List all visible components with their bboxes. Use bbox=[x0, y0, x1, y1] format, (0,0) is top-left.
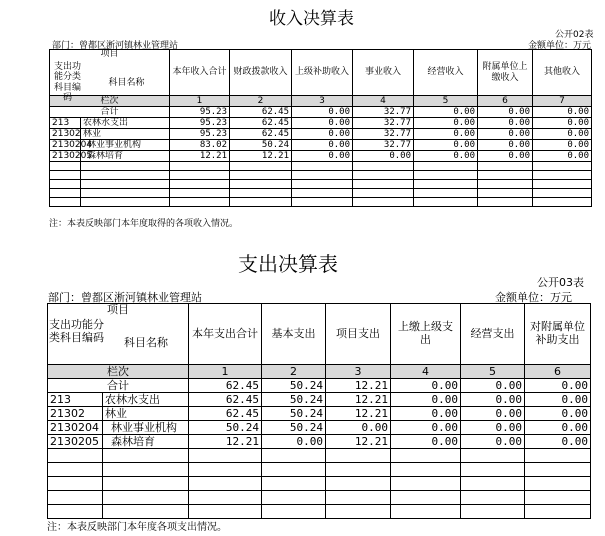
income-name-cell: 森林培育 bbox=[81, 151, 170, 162]
income-lanci-number: 2 bbox=[230, 96, 292, 107]
income-name-cell: 林业事业机构 bbox=[81, 140, 170, 151]
expense-cell: 0.00 bbox=[525, 435, 591, 449]
expense-table bbox=[47, 303, 591, 519]
income-table-row bbox=[50, 140, 592, 151]
expense-name-cell: 林业 bbox=[103, 407, 189, 421]
expense-cell: 62.45 bbox=[189, 393, 262, 407]
expense-cell: 0.00 bbox=[525, 421, 591, 435]
income-cell: 0.00 bbox=[478, 140, 533, 151]
expense-empty-row bbox=[48, 477, 591, 491]
expense-lanci-label: 栏次 bbox=[48, 365, 189, 379]
expense-code-cell: 2130205 bbox=[48, 435, 103, 449]
income-total-label: 合计 bbox=[50, 107, 170, 118]
expense-empty-row bbox=[48, 463, 591, 477]
income-lanci-number: 4 bbox=[353, 96, 414, 107]
income-name-cell: 林业 bbox=[81, 129, 170, 140]
expense-name-header: 科目名称 bbox=[124, 336, 168, 349]
expense-total-row bbox=[48, 379, 591, 393]
income-cell: 0.00 bbox=[478, 151, 533, 162]
expense-lanci-number: 1 bbox=[189, 365, 262, 379]
income-cell: 0.00 bbox=[414, 107, 478, 118]
income-cell: 0.00 bbox=[353, 151, 414, 162]
income-code-cell: 213 bbox=[50, 118, 81, 129]
income-cell: 95.23 bbox=[170, 129, 230, 140]
income-cell: 0.00 bbox=[292, 107, 353, 118]
income-empty-row bbox=[50, 180, 592, 189]
income-cell: 0.00 bbox=[533, 129, 592, 140]
expense-empty-row bbox=[48, 505, 591, 519]
income-amount-unit: 金额单位：万元 bbox=[528, 41, 592, 51]
expense-cell: 0.00 bbox=[461, 421, 525, 435]
income-col-header: 上级补助收入 bbox=[292, 50, 353, 96]
income-cell: 0.00 bbox=[292, 129, 353, 140]
expense-cell: 50.24 bbox=[262, 407, 326, 421]
expense-table-row bbox=[48, 407, 591, 421]
expense-empty-row bbox=[48, 449, 591, 463]
income-cell: 32.77 bbox=[353, 129, 414, 140]
income-cell: 0.00 bbox=[292, 151, 353, 162]
expense-cell: 0.00 bbox=[461, 435, 525, 449]
income-lanci-number: 7 bbox=[533, 96, 592, 107]
income-cell: 32.77 bbox=[353, 118, 414, 129]
income-cell: 12.21 bbox=[170, 151, 230, 162]
income-cell: 0.00 bbox=[478, 129, 533, 140]
income-cell: 95.23 bbox=[170, 118, 230, 129]
expense-lanci-number: 2 bbox=[262, 365, 326, 379]
expense-cell: 0.00 bbox=[525, 379, 591, 393]
income-table-code: 公开02表 bbox=[555, 30, 594, 40]
income-cell: 0.00 bbox=[292, 140, 353, 151]
expense-name-cell: 森林培育 bbox=[103, 435, 189, 449]
income-cell: 0.00 bbox=[414, 140, 478, 151]
income-col-header: 附属单位上缴收入 bbox=[478, 50, 533, 96]
expense-cell: 50.24 bbox=[262, 379, 326, 393]
income-cell: 62.45 bbox=[230, 118, 292, 129]
expense-cell: 12.21 bbox=[326, 393, 391, 407]
expense-col-header: 对附属单位补助支出 bbox=[525, 304, 591, 365]
expense-cell: 12.21 bbox=[326, 435, 391, 449]
income-code-cell: 21302 bbox=[50, 129, 81, 140]
expense-name-cell: 农林水支出 bbox=[103, 393, 189, 407]
expense-code-cell: 2130204 bbox=[48, 421, 103, 435]
expense-cell: 62.45 bbox=[189, 379, 262, 393]
expense-lanci-number: 3 bbox=[326, 365, 391, 379]
expense-name-cell: 林业事业机构 bbox=[103, 421, 189, 435]
income-department: 部门：曾都区淅河镇林业管理站 bbox=[52, 41, 179, 51]
income-table-row bbox=[50, 151, 592, 162]
income-table-row bbox=[50, 118, 592, 129]
expense-cell: 0.00 bbox=[391, 407, 461, 421]
expense-lanci-number: 6 bbox=[525, 365, 591, 379]
income-col-header: 经营收入 bbox=[414, 50, 478, 96]
income-cell: 0.00 bbox=[414, 129, 478, 140]
income-cell: 0.00 bbox=[533, 118, 592, 129]
income-cell: 0.00 bbox=[533, 140, 592, 151]
expense-table-row bbox=[48, 421, 591, 435]
income-item-label: 项目 bbox=[100, 49, 119, 59]
income-cell: 32.77 bbox=[353, 140, 414, 151]
expense-cell: 12.21 bbox=[189, 435, 262, 449]
expense-table-row bbox=[48, 435, 591, 449]
expense-total-label: 合计 bbox=[48, 379, 189, 393]
income-table bbox=[49, 49, 592, 207]
income-lanci-number: 5 bbox=[414, 96, 478, 107]
expense-cell: 62.45 bbox=[189, 407, 262, 421]
income-cell: 32.77 bbox=[353, 107, 414, 118]
expense-code-header: 支出功能分类科目编码 bbox=[49, 318, 104, 344]
expense-title: 支出决算表 bbox=[238, 252, 338, 276]
expense-cell: 0.00 bbox=[262, 435, 326, 449]
income-cell: 0.00 bbox=[478, 118, 533, 129]
income-cell: 83.02 bbox=[170, 140, 230, 151]
income-lanci-label: 栏次 bbox=[50, 96, 170, 107]
income-note: 注：本表反映部门本年度取得的各项收入情况。 bbox=[49, 219, 239, 229]
expense-table-row bbox=[48, 393, 591, 407]
expense-cell: 50.24 bbox=[262, 421, 326, 435]
expense-col-header: 上缴上级支出 bbox=[391, 304, 461, 365]
income-header-row bbox=[50, 50, 592, 96]
expense-code-cell: 213 bbox=[48, 393, 103, 407]
income-cell: 0.00 bbox=[414, 151, 478, 162]
income-empty-row bbox=[50, 198, 592, 207]
expense-cell: 0.00 bbox=[525, 407, 591, 421]
income-cell: 12.21 bbox=[230, 151, 292, 162]
expense-cell: 0.00 bbox=[461, 379, 525, 393]
income-cell: 0.00 bbox=[292, 118, 353, 129]
expense-cell: 0.00 bbox=[461, 393, 525, 407]
expense-cell: 0.00 bbox=[391, 421, 461, 435]
income-total-row bbox=[50, 107, 592, 118]
income-empty-row bbox=[50, 171, 592, 180]
expense-col-header: 经营支出 bbox=[461, 304, 525, 365]
income-code-cell: 2130204 bbox=[50, 140, 81, 151]
expense-department: 部门：曾都区淅河镇林业管理站 bbox=[48, 291, 202, 304]
income-col-header: 事业收入 bbox=[353, 50, 414, 96]
income-name-cell: 农林水支出 bbox=[81, 118, 170, 129]
income-code-header: 支出功能分类科目编码 bbox=[53, 62, 81, 104]
expense-cell: 0.00 bbox=[461, 407, 525, 421]
expense-cell: 0.00 bbox=[391, 393, 461, 407]
income-empty-row bbox=[50, 162, 592, 171]
income-cell: 0.00 bbox=[414, 118, 478, 129]
expense-col-header: 基本支出 bbox=[262, 304, 326, 365]
income-cell: 62.45 bbox=[230, 129, 292, 140]
expense-cell: 0.00 bbox=[391, 379, 461, 393]
expense-note: 注：本表反映部门本年度各项支出情况。 bbox=[47, 522, 227, 533]
expense-lanci-row bbox=[48, 365, 591, 379]
income-cell: 0.00 bbox=[478, 107, 533, 118]
expense-lanci-number: 4 bbox=[391, 365, 461, 379]
expense-col-header: 项目支出 bbox=[326, 304, 391, 365]
income-cell: 50.24 bbox=[230, 140, 292, 151]
income-empty-row bbox=[50, 189, 592, 198]
income-title: 收入决算表 bbox=[269, 9, 354, 29]
expense-item-label: 项目 bbox=[107, 303, 129, 316]
expense-cell: 12.21 bbox=[326, 407, 391, 421]
expense-code-cell: 21302 bbox=[48, 407, 103, 421]
income-cell: 0.00 bbox=[533, 107, 592, 118]
income-col-header: 本年收入合计 bbox=[170, 50, 230, 96]
income-lanci-number: 3 bbox=[292, 96, 353, 107]
expense-amount-unit: 金额单位：万元 bbox=[495, 291, 572, 304]
expense-cell: 0.00 bbox=[525, 393, 591, 407]
income-table-row bbox=[50, 129, 592, 140]
income-name-header: 科目名称 bbox=[108, 78, 145, 88]
expense-col-header: 本年支出合计 bbox=[189, 304, 262, 365]
income-col-header: 其他收入 bbox=[533, 50, 592, 96]
expense-cell: 50.24 bbox=[189, 421, 262, 435]
expense-item-header bbox=[48, 304, 189, 365]
income-cell: 62.45 bbox=[230, 107, 292, 118]
income-cell: 95.23 bbox=[170, 107, 230, 118]
income-cell: 0.00 bbox=[533, 151, 592, 162]
income-lanci-number: 1 bbox=[170, 96, 230, 107]
expense-header-row bbox=[48, 304, 591, 365]
expense-cell: 0.00 bbox=[391, 435, 461, 449]
income-code-cell: 2130205 bbox=[50, 151, 81, 162]
income-lanci-row bbox=[50, 96, 592, 107]
expense-cell: 0.00 bbox=[326, 421, 391, 435]
expense-table-code: 公开03表 bbox=[537, 276, 584, 289]
income-lanci-number: 6 bbox=[478, 96, 533, 107]
expense-cell: 50.24 bbox=[262, 393, 326, 407]
income-col-header: 财政拨款收入 bbox=[230, 50, 292, 96]
expense-lanci-number: 5 bbox=[461, 365, 525, 379]
expense-cell: 12.21 bbox=[326, 379, 391, 393]
expense-empty-row bbox=[48, 491, 591, 505]
